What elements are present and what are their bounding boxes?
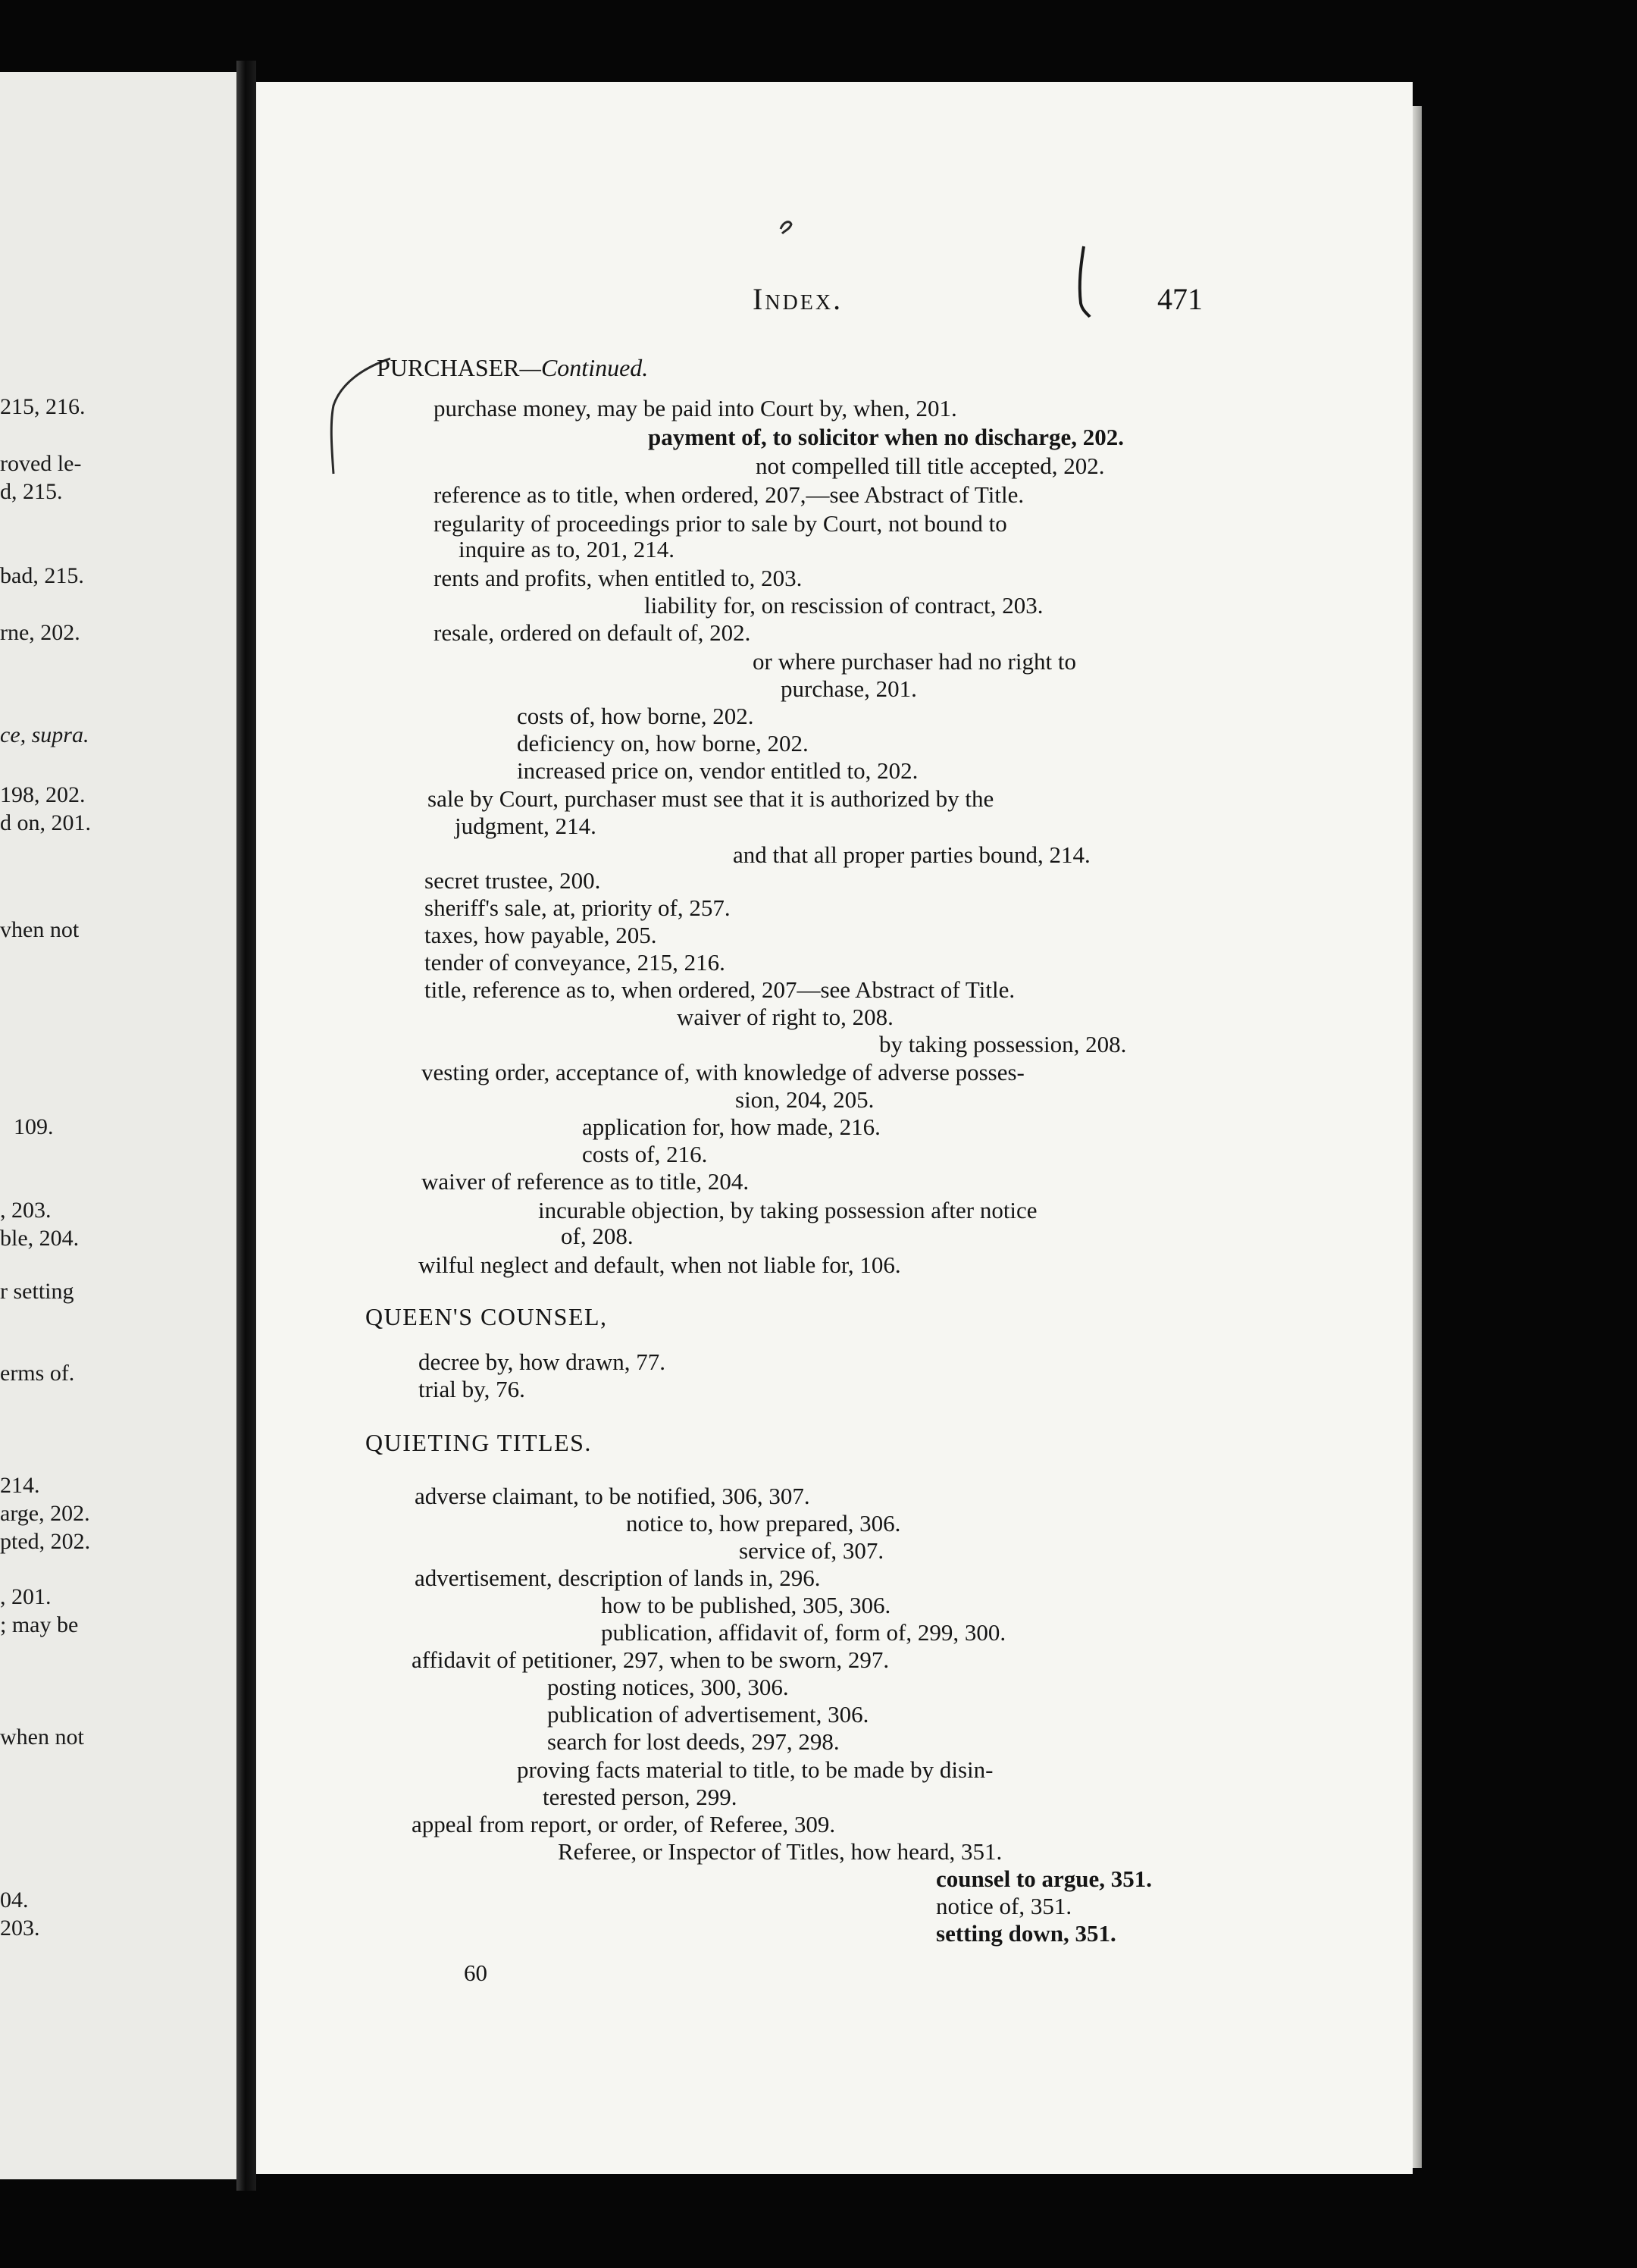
index-subentry: notice of, 351. bbox=[936, 1893, 1072, 1919]
index-entry-continuation: sion, 204, 205. bbox=[735, 1086, 875, 1113]
index-subentry: costs of, how borne, 202. bbox=[517, 703, 754, 729]
previous-page-fragment bbox=[0, 72, 236, 2179]
signature-mark: 60 bbox=[464, 1959, 487, 1986]
index-subentry: service of, 307. bbox=[739, 1537, 884, 1564]
index-subentry: application for, how made, 216. bbox=[582, 1114, 881, 1140]
index-subentry: costs of, 216. bbox=[582, 1141, 708, 1167]
left-page-line: 203. bbox=[0, 1916, 40, 1941]
left-page-line: ce, supra. bbox=[0, 722, 89, 747]
index-entry: trial by, 76. bbox=[418, 1376, 525, 1402]
index-subentry-continuation: purchase, 201. bbox=[781, 675, 917, 702]
index-subentry-continuation: of, 208. bbox=[561, 1223, 634, 1249]
index-subentry: setting down, 351. bbox=[936, 1920, 1116, 1947]
index-subentry: deficiency on, how borne, 202. bbox=[517, 730, 809, 757]
index-entry: secret trustee, 200. bbox=[424, 867, 601, 894]
index-subentry: notice to, how prepared, 306. bbox=[626, 1510, 901, 1537]
left-page-line: roved le- bbox=[0, 451, 82, 476]
left-page-line: rne, 202. bbox=[0, 620, 80, 645]
index-subentry: liability for, on rescission of contract, 203. bbox=[644, 592, 1044, 619]
index-entry: vesting order, acceptance of, with knowledge of adverse posses- bbox=[421, 1059, 1025, 1085]
left-page-line: ; may be bbox=[0, 1612, 79, 1637]
index-entry: advertisement, description of lands in, 296. bbox=[415, 1565, 821, 1591]
index-subentry-continuation: terested person, 299. bbox=[543, 1784, 737, 1810]
index-entry-continuation: inquire as to, 201, 214. bbox=[459, 536, 675, 562]
left-page-line: d on, 201. bbox=[0, 810, 91, 835]
index-entry: taxes, how payable, 205. bbox=[424, 922, 657, 948]
left-page-line: 214. bbox=[0, 1473, 40, 1498]
index-subentry: or where purchaser had no right to bbox=[753, 648, 1076, 675]
index-entry: resale, ordered on default of, 202. bbox=[434, 619, 751, 646]
page-edge bbox=[1413, 106, 1422, 2168]
left-page-line: d, 215. bbox=[0, 479, 63, 504]
index-entry: appeal from report, or order, of Referee, 309. bbox=[412, 1811, 836, 1837]
index-entry: reference as to title, when ordered, 207,—see Abstract of Title. bbox=[434, 481, 1025, 508]
index-subentry: increased price on, vendor entitled to, 202. bbox=[517, 757, 919, 784]
left-page-line: , 201. bbox=[0, 1584, 52, 1609]
index-subentry: how to be published, 305, 306. bbox=[601, 1592, 891, 1618]
left-page-line: erms of. bbox=[0, 1361, 75, 1386]
left-page-line: 198, 202. bbox=[0, 782, 86, 807]
index-entry: affidavit of petitioner, 297, when to be sworn, 297. bbox=[412, 1646, 890, 1673]
index-entry: waiver of reference as to title, 204. bbox=[421, 1168, 750, 1195]
continued-label: —Continued. bbox=[519, 354, 649, 381]
left-page-line: arge, 202. bbox=[0, 1501, 90, 1526]
heading-text: PURCHASER bbox=[377, 354, 520, 381]
index-entry: rents and profits, when entitled to, 203. bbox=[434, 565, 803, 591]
page-number: 471 bbox=[1157, 282, 1203, 316]
section-heading-queens-counsel: QUEEN'S COUNSEL, bbox=[365, 1303, 608, 1330]
index-entry: sheriff's sale, at, priority of, 257. bbox=[424, 894, 731, 921]
left-page-line: , 203. bbox=[0, 1198, 52, 1223]
index-subentry: proving facts material to title, to be made by disin- bbox=[517, 1756, 994, 1783]
index-entry: tender of conveyance, 215, 216. bbox=[424, 949, 725, 976]
index-subentry: publication of advertisement, 306. bbox=[547, 1701, 869, 1728]
index-entry: sale by Court, purchaser must see that it is authorized by the bbox=[427, 785, 994, 812]
index-subentry: incurable objection, by taking possession after notice bbox=[538, 1197, 1038, 1223]
left-page-line: r setting bbox=[0, 1279, 74, 1304]
left-page-line: when not bbox=[0, 1724, 84, 1750]
index-entry: title, reference as to, when ordered, 207—see Abstract of Title. bbox=[424, 976, 1016, 1003]
left-page-line: bad, 215. bbox=[0, 563, 84, 588]
index-subentry: waiver of right to, 208. bbox=[677, 1004, 894, 1030]
left-page-line: 109. bbox=[14, 1114, 54, 1139]
book-gutter bbox=[236, 61, 256, 2191]
left-page-line: ble, 204. bbox=[0, 1226, 80, 1251]
index-entry: regularity of proceedings prior to sale by Court, not bound to bbox=[434, 510, 1007, 537]
index-subentry: counsel to argue, 351. bbox=[936, 1865, 1153, 1892]
index-subentry: posting notices, 300, 306. bbox=[547, 1674, 789, 1700]
running-head: Index. bbox=[753, 282, 844, 316]
index-subentry: not compelled till title accepted, 202. bbox=[756, 453, 1105, 479]
index-entry-continuation: judgment, 214. bbox=[455, 813, 596, 839]
section-heading-purchaser bbox=[377, 355, 648, 381]
left-page-line: 04. bbox=[0, 1887, 29, 1912]
index-subentry: Referee, or Inspector of Titles, how heard, 351. bbox=[558, 1838, 1003, 1865]
index-subentry: by taking possession, 208. bbox=[879, 1031, 1127, 1057]
section-heading-quieting-titles: QUIETING TITLES. bbox=[365, 1429, 592, 1456]
index-entry: adverse claimant, to be notified, 306, 307. bbox=[415, 1483, 810, 1509]
index-entry: wilful neglect and default, when not liable for, 106. bbox=[418, 1251, 901, 1278]
index-entry: decree by, how drawn, 77. bbox=[418, 1349, 665, 1375]
left-page-line: 215, 216. bbox=[0, 394, 86, 419]
pencil-dot-mark bbox=[775, 214, 797, 237]
pencil-tick-mark bbox=[1067, 243, 1097, 318]
left-page-line: vhen not bbox=[0, 917, 80, 942]
index-subentry: search for lost deeds, 297, 298. bbox=[547, 1728, 840, 1755]
index-subentry: publication, affidavit of, form of, 299, 300. bbox=[601, 1619, 1006, 1646]
index-entry: purchase money, may be paid into Court by, when, 201. bbox=[434, 395, 957, 421]
index-subentry: payment of, to solicitor when no discharge, 202. bbox=[648, 424, 1125, 450]
index-subentry: and that all proper parties bound, 214. bbox=[733, 841, 1091, 868]
left-page-line: pted, 202. bbox=[0, 1529, 91, 1554]
